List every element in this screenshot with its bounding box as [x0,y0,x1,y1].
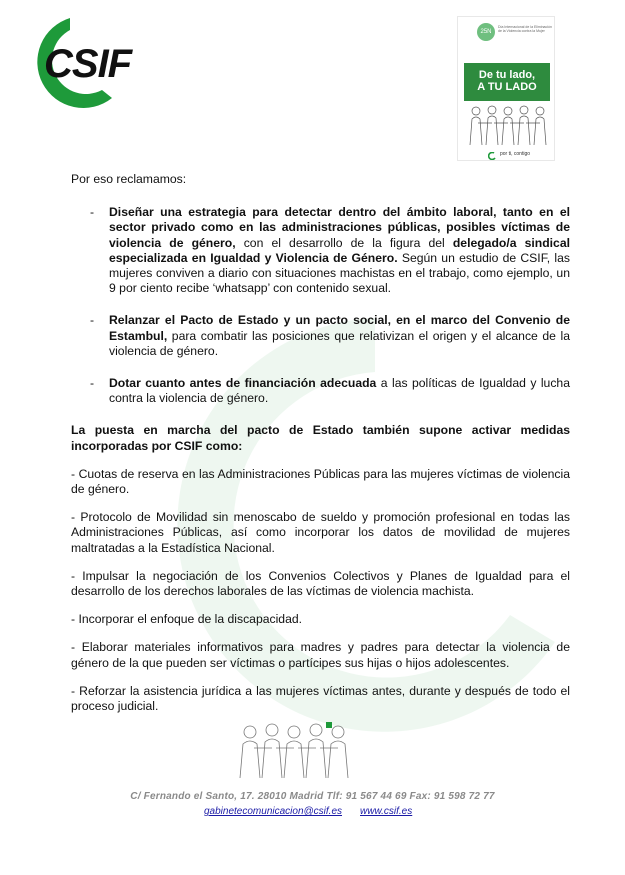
campaign-poster [457,16,555,161]
poster-title-line2: A TU LADO [477,81,537,93]
demand-bold-text: Diseñar una estrategia para detectar dentro del ámbito laboral, tanto en el sector privado como en las administraciones públicas, posibles víctimas de violencia de género, [109,205,570,250]
demand-item [71,376,570,406]
email-link[interactable]: gabinetecomunicacion@csif.es [204,806,343,817]
bullet-dash: - [90,313,95,328]
demand-text: para combatir las posiciones que relativizan el origen y el alcance de la violencia de género. [109,328,570,358]
demands-list [71,205,570,406]
website-link[interactable]: www.csif.es [360,806,413,817]
measures-list [71,467,570,714]
bullet-dash: - [90,376,95,391]
demand-item [71,205,570,296]
people-hugging-drawing-icon [236,720,356,780]
demand-text: a las políticas de Igualdad y lucha contra la violencia de género. [109,376,570,406]
measure-item: - Cuotas de reserva en las Administraciones Públicas para las mujeres víctimas de violencia de género. [71,466,570,497]
poster-title [464,63,550,101]
measure-item: - Reforzar la asistencia jurídica a las mujeres víctimas antes, durante y después de todo el proceso judicial. [71,683,570,714]
poster-title-line1: De tu lado, [478,69,536,81]
demand-bold-text: delegado/a sindical especializada en Igualdad y Violencia de Género. [109,235,570,265]
document-body [71,172,570,727]
demand-text: con el desarrollo de la figura del [235,235,453,250]
demand-text: Según un estudio de CSIF, las mujeres conviven a diario con situaciones machistas en el trabajo, como ejemplo, un 9 por ciento recibe ‘whatsapp’ con contenido sexual. [109,250,570,296]
measure-item: - Protocolo de Movilidad sin menoscabo de sueldo y promoción profesional en todas las Administraciones Públicas, así como incorporar los datos de movilidad de mujeres maltratadas a la Estadística Nacional. [71,510,570,555]
footer-links [204,806,412,817]
measure-item: - Impulsar la negociación de los Convenios Colectivos y Planes de Igualdad para el desarrollo de los derechos laborales de las víctimas de violencia machista. [71,568,570,599]
poster-small-text: Día Internacional de la Eliminación de la Violencia contra la Mujer [498,25,552,33]
footer-address: C/ Fernando el Santo, 17. 28010 Madrid Tlf: 91 567 44 69 Fax: 91 598 72 77 [130,791,495,802]
intro-text: Por eso reclamamos: [71,172,187,186]
poster-badge: 25N [477,23,495,41]
demand-bold-text: Relanzar el Pacto de Estado y un pacto social, en el marco del Convenio de Estambul, [109,313,570,343]
demand-bold-text: Dotar cuanto antes de financiación adecuada [109,376,377,391]
measure-item: - Elaborar materiales informativos para madres y padres para detectar la violencia de género de la que pueden ser víctimas o partícipes sus hijas o hijos adolescentes. [71,640,570,670]
csif-logo [12,12,132,112]
demand-item [71,313,570,359]
bullet-dash: - [90,205,95,220]
people-drawing-icon [466,103,550,147]
measure-item: - Incorporar el enfoque de la discapacidad. [71,612,303,627]
poster-csif-mini-icon [488,152,496,160]
logo-text: CSIF [44,42,132,86]
measures-heading: La puesta en marcha del pacto de Estado también supone activar medidas incorporadas por CSIF como: [71,423,570,453]
poster-foot-text: por ti, contigo [500,151,531,157]
